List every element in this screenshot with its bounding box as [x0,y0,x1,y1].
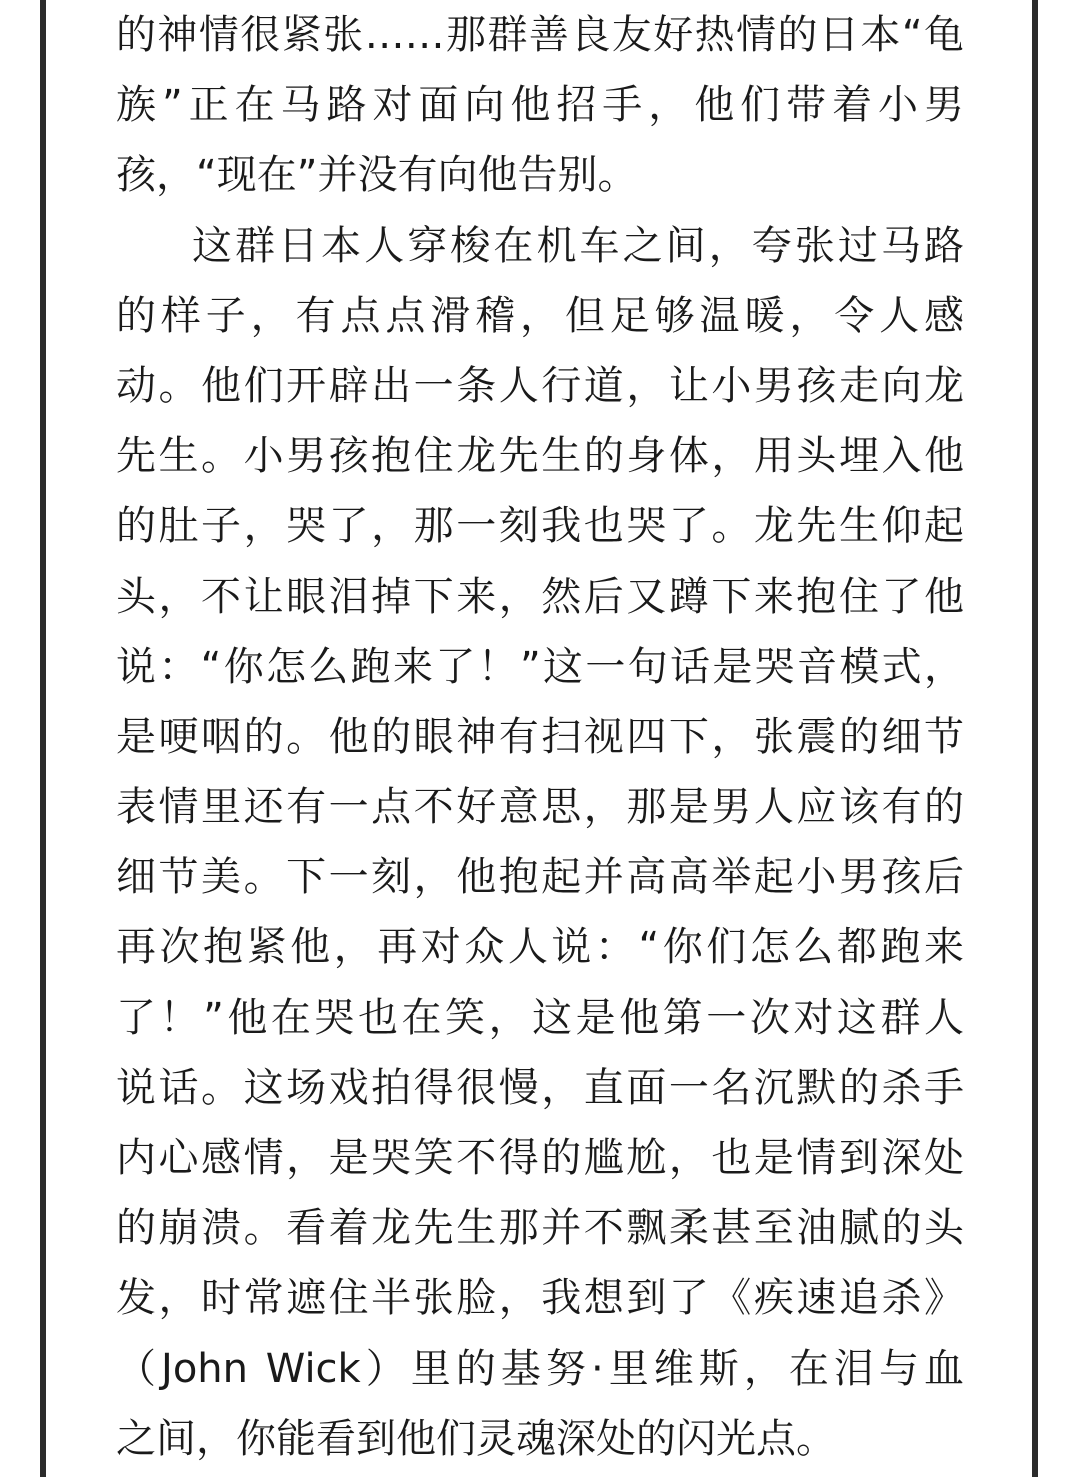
text-line-18: 的崩溃。看着龙先生那并不飘柔甚至油腻的头 [116,1205,964,1252]
text-line-4: 这群日本人穿梭在机车之间，夸张过马路 [192,222,964,269]
text-line-21: 之间，你能看到他们灵魂深处的闪光点。 [116,1415,836,1462]
text-line-14: 再次抱紧他，再对众人说：“你们怎么都跑来 [116,924,964,971]
text-line-12: 表情里还有一点不好意思，那是男人应该有的 [116,784,964,831]
article-body [116,0,964,1474]
text-line-7: 先生。小男孩抱住龙先生的身体，用头埋入他 [116,433,964,480]
text-line-16: 说话。这场戏拍得很慢，直面一名沉默的杀手 [116,1064,964,1111]
text-line-9: 头，不让眼泪掉下来，然后又蹲下来抱住了他 [116,573,964,620]
text-line-8: 的肚子，哭了，那一刻我也哭了。龙先生仰起 [116,503,964,550]
left-border-bar [40,0,46,1477]
text-line-17: 内心感情，是哭笑不得的尴尬，也是情到深处 [116,1135,964,1181]
right-border-bar [1032,0,1038,1477]
text-line-10: 说：“你怎么跑来了！”这一句话是哭音模式， [116,643,964,690]
text-line-11: 是哽咽的。他的眼神有扫视四下，张震的细节 [116,713,964,760]
text-line-20: （John Wick）里的基努·里维斯，在泪与血 [116,1345,964,1392]
text-line-6: 动。他们开辟出一条人行道，让小男孩走向龙 [116,362,964,409]
text-line-13: 细节美。下一刻，他抱起并高高举起小男孩后 [116,854,964,901]
text-line-15: 了！”他在哭也在笑，这是他第一次对这群人 [116,994,964,1041]
text-line-2: 族”正在马路对面向他招手，他们带着小男 [116,82,964,129]
text-line-19: 发，时常遮住半张脸，我想到了《疾速追杀》 [116,1275,964,1322]
text-line-3: 孩，“现在”并没有向他告别。 [116,152,638,199]
text-line-5: 的样子，有点点滑稽，但足够温暖，令人感 [116,292,964,339]
text-line-1: 的神情很紧张……那群善良友好热情的日本“龟 [116,12,964,58]
